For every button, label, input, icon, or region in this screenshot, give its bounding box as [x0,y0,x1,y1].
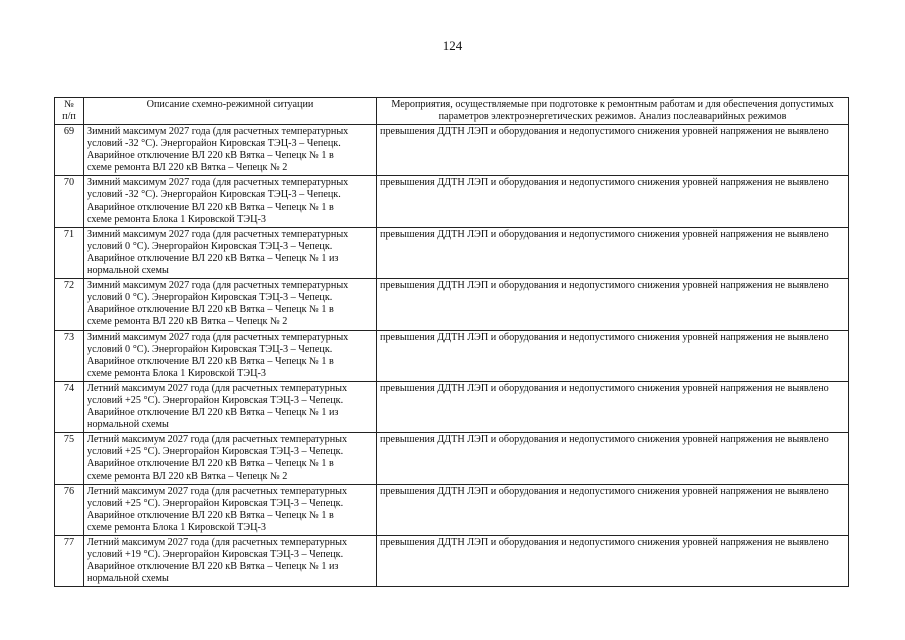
row-num: 70 [55,176,84,227]
table-row [55,536,849,587]
row-description: Зимний максимум 2027 года (для расчетных температурных условий 0 °С). Энергорайон Кировская ТЭЦ-3 – Чепецк. Аварийное отключение ВЛ 220 кВ Вятка – Чепецк № 1 в схеме ремонта ВЛ 220 кВ Вятка – Чепецк № 2 [84,279,377,330]
row-description: Зимний максимум 2027 года (для расчетных температурных условий -32 °С). Энергорайон Кировская ТЭЦ-3 – Чепецк. Аварийное отключение ВЛ 220 кВ Вятка – Чепецк № 1 в схеме ремонта ВЛ 220 кВ Вятка – Чепецк № 2 [84,125,377,176]
table-row [55,279,849,330]
table-header-row [55,98,849,125]
row-actions: превышения ДДТН ЛЭП и оборудования и недопустимого снижения уровней напряжения не выявлено [377,125,849,176]
row-num: 72 [55,279,84,330]
row-actions: превышения ДДТН ЛЭП и оборудования и недопустимого снижения уровней напряжения не выявлено [377,279,849,330]
row-num: 71 [55,227,84,278]
row-description: Летний максимум 2027 года (для расчетных температурных условий +25 °С). Энергорайон Кировская ТЭЦ-3 – Чепецк. Аварийное отключение ВЛ 220 кВ Вятка – Чепецк № 1 из нормальной схемы [84,381,377,432]
table-row [55,227,849,278]
row-num: 77 [55,536,84,587]
row-num: 75 [55,433,84,484]
row-description: Летний максимум 2027 года (для расчетных температурных условий +25 °С). Энергорайон Кировская ТЭЦ-3 – Чепецк. Аварийное отключение ВЛ 220 кВ Вятка – Чепецк № 1 в схеме ремонта ВЛ 220 кВ Вятка – Чепецк № 2 [84,433,377,484]
row-actions: превышения ДДТН ЛЭП и оборудования и недопустимого снижения уровней напряжения не выявлено [377,227,849,278]
row-actions: превышения ДДТН ЛЭП и оборудования и недопустимого снижения уровней напряжения не выявлено [377,381,849,432]
row-description: Зимний максимум 2027 года (для расчетных температурных условий 0 °С). Энергорайон Кировская ТЭЦ-3 – Чепецк. Аварийное отключение ВЛ 220 кВ Вятка – Чепецк № 1 в схеме ремонта Блока 1 Кировской ТЭЦ-3 [84,330,377,381]
row-num: 69 [55,125,84,176]
header-description: Описание схемно-режимной ситуации [84,98,377,125]
table-row [55,433,849,484]
row-description: Зимний максимум 2027 года (для расчетных температурных условий -32 °С). Энергорайон Кировская ТЭЦ-3 – Чепецк. Аварийное отключение ВЛ 220 кВ Вятка – Чепецк № 1 в схеме ремонта Блока 1 Кировской ТЭЦ-3 [84,176,377,227]
scenario-table [54,97,849,587]
table-row [55,176,849,227]
row-num: 73 [55,330,84,381]
row-description: Летний максимум 2027 года (для расчетных температурных условий +19 °С). Энергорайон Кировская ТЭЦ-3 – Чепецк. Аварийное отключение ВЛ 220 кВ Вятка – Чепецк № 1 из нормальной схемы [84,536,377,587]
page-number: 124 [442,38,463,53]
row-actions: превышения ДДТН ЛЭП и оборудования и недопустимого снижения уровней напряжения не выявлено [377,176,849,227]
header-actions: Мероприятия, осуществляемые при подготовке к ремонтным работам и для обеспечения допустимых параметров электроэнергетических режимов. Анализ послеаварийных режимов [377,98,849,125]
row-actions: превышения ДДТН ЛЭП и оборудования и недопустимого снижения уровней напряжения не выявлено [377,330,849,381]
row-description: Зимний максимум 2027 года (для расчетных температурных условий 0 °С). Энергорайон Кировская ТЭЦ-3 – Чепецк. Аварийное отключение ВЛ 220 кВ Вятка – Чепецк № 1 из нормальной схемы [84,227,377,278]
table-row [55,125,849,176]
row-description: Летний максимум 2027 года (для расчетных температурных условий +25 °С). Энергорайон Кировская ТЭЦ-3 – Чепецк. Аварийное отключение ВЛ 220 кВ Вятка – Чепецк № 1 в схеме ремонта Блока 1 Кировской ТЭЦ-3 [84,484,377,535]
row-actions: превышения ДДТН ЛЭП и оборудования и недопустимого снижения уровней напряжения не выявлено [377,484,849,535]
row-num: 76 [55,484,84,535]
table-row [55,381,849,432]
table-row [55,330,849,381]
row-actions: превышения ДДТН ЛЭП и оборудования и недопустимого снижения уровней напряжения не выявлено [377,433,849,484]
row-actions: превышения ДДТН ЛЭП и оборудования и недопустимого снижения уровней напряжения не выявлено [377,536,849,587]
header-num: № п/п [55,98,84,125]
row-num: 74 [55,381,84,432]
table-row [55,484,849,535]
